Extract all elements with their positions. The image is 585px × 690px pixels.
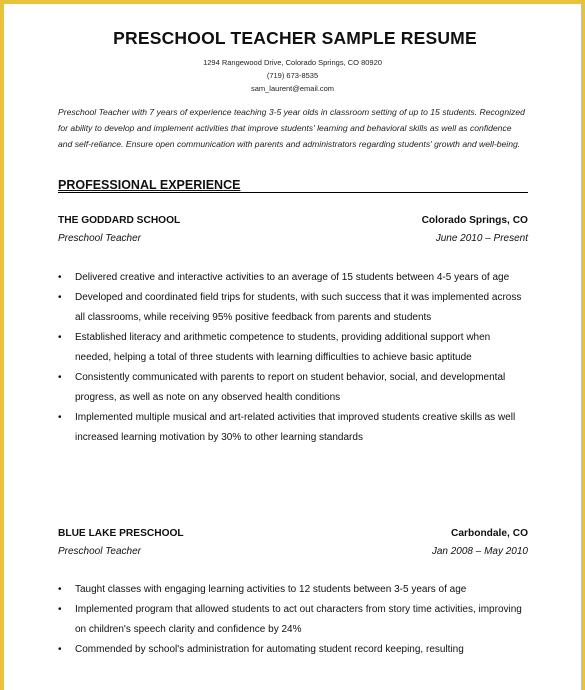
bullet-icon: • [58, 412, 62, 423]
bullet-icon: • [58, 292, 62, 303]
job-bullets [58, 580, 528, 660]
list-item [58, 408, 528, 448]
list-item [58, 368, 528, 408]
job-employer: THE GODDARD SCHOOL [58, 215, 181, 226]
resume-page [4, 4, 581, 690]
bullet-text: Developed and coordinated field trips for students, with such success that it was implemented across all classrooms, while receiving 95% positive feedback from parents and students [75, 292, 522, 323]
contact-email: sam_laurent@email.com [250, 84, 335, 93]
list-item [58, 600, 528, 640]
bullet-icon: • [58, 604, 62, 615]
job-dates: June 2010 – Present [435, 233, 528, 244]
bullet-text: Established literacy and arithmetic competence to students, providing additional support when needed, helping a total of three students with learning difficulties to achieve basic aptitude [75, 332, 491, 363]
bullet-icon: • [58, 372, 62, 383]
bullet-icon: • [58, 332, 62, 343]
contact-address: 1294 Rangewood Drive, Colorado Springs, CO 80920 [203, 58, 382, 67]
bullet-text: Commended by school's administration for automating student record keeping, resulting [75, 644, 464, 655]
bullet-text: Implemented program that allowed students to act out characters from story time activities, improving on children's speech clarity and confidence by 24% [75, 604, 522, 635]
bullet-icon: • [58, 644, 62, 655]
list-item [58, 268, 528, 288]
job-role: Preschool Teacher [58, 233, 142, 244]
job-dates: Jan 2008 – May 2010 [431, 546, 528, 557]
bullet-text: Taught classes with engaging learning activities to 12 students between 3-5 years of age [75, 584, 467, 595]
section-heading-experience [58, 178, 528, 193]
job-location: Colorado Springs, CO [421, 215, 528, 226]
bullet-icon: • [58, 272, 62, 283]
list-item [58, 580, 528, 600]
resume-title: PRESCHOOL TEACHER SAMPLE RESUME [113, 28, 477, 48]
job-role: Preschool Teacher [58, 546, 142, 557]
professional-summary: Preschool Teacher with 7 years of experience teaching 3-5 year olds in classroom setting of up to 15 students. Recognized for ability to develop and implement activities that improve students' learning and behavioral skills as well as confidence and self-reliance. Ensure open communication with parents and administrators regarding students' growth and well-being. [58, 107, 525, 149]
contact-phone: (719) 673-8535 [266, 71, 319, 80]
list-item [58, 640, 528, 660]
bullet-text: Consistently communicated with parents to report on student behavior, social, and developmental progress, as well as note on any observed health conditions [75, 372, 506, 403]
list-item [58, 288, 528, 328]
list-item [58, 328, 528, 368]
bullet-text: Implemented multiple musical and art-related activities that improved students creative skills as well increased learning motivation by 30% to other learning standards [75, 412, 516, 443]
job-bullets [58, 268, 528, 448]
job-location: Carbondale, CO [451, 528, 528, 539]
bullet-text: Delivered creative and interactive activities to an average of 15 students between 4-5 years of age [75, 272, 510, 283]
bullet-icon: • [58, 584, 62, 595]
section-heading-text: PROFESSIONAL EXPERIENCE [58, 178, 241, 192]
job-employer: BLUE LAKE PRESCHOOL [58, 528, 184, 539]
